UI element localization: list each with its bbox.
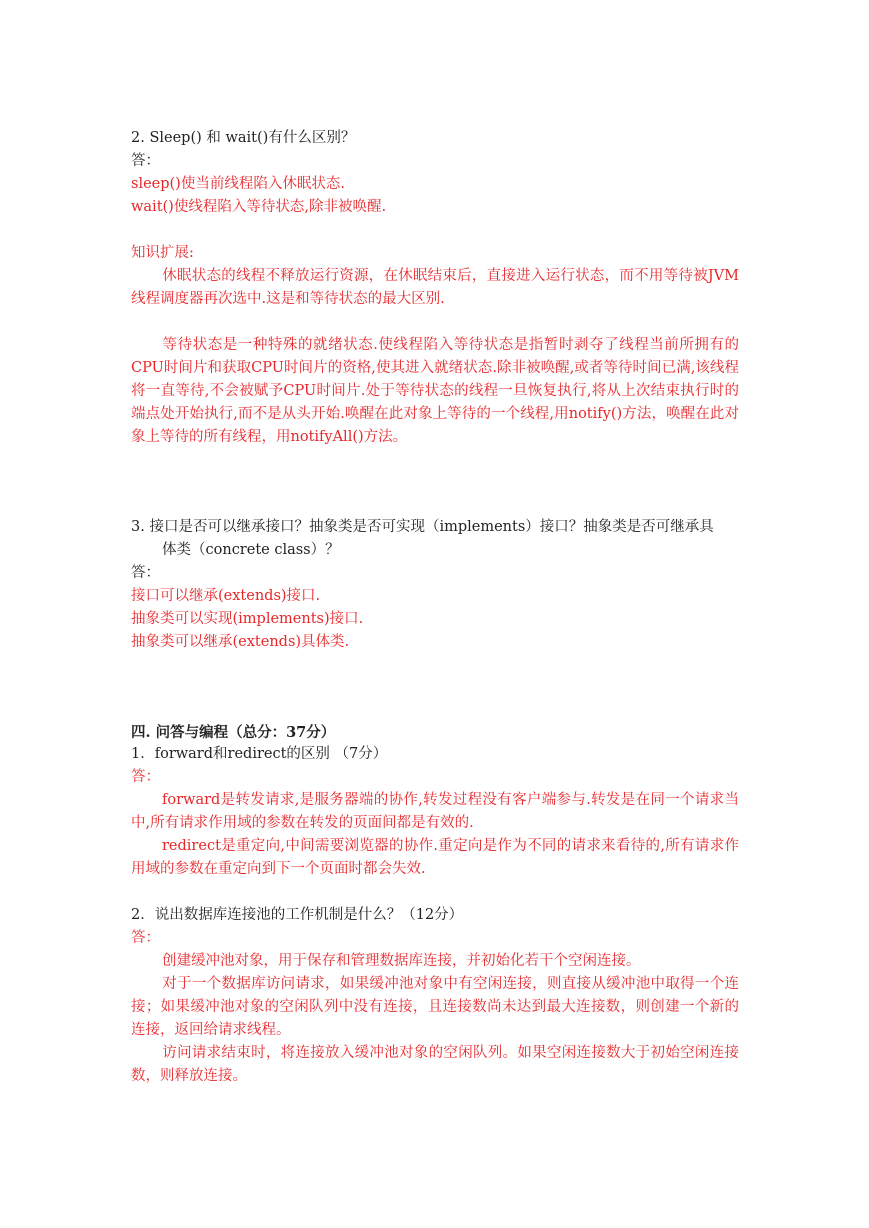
q2-extension-paragraph-1-text: 休眠状态的线程不释放运行资源，在休眠结束后，直接进入运行状态，而不用等待被JVM线程调度器再次选中.这是和等待状态的最大区别. [131, 268, 739, 307]
q2-answer-label: 答： [131, 153, 160, 169]
q3-answer-line-3: 抽象类可以继承(extends)具体类. [131, 634, 350, 650]
s4-q2-paragraph-3 [131, 1042, 739, 1088]
s4-q2-paragraph-1-text: 创建缓冲池对象，用于保存和管理数据库连接，并初始化若干个空闲连接。 [162, 953, 641, 969]
q2-extension-paragraph-1 [131, 265, 739, 311]
s4-q2-answer-label: 答： [131, 930, 160, 946]
s4-q2-question: 2．说出数据库连接池的工作机制是什么？（12分） [131, 907, 464, 923]
q2-question: 2. Sleep() 和 wait()有什么区别？ [131, 130, 356, 146]
q2-extension-paragraph-2-text: 等待状态是一种特殊的就绪状态.使线程陷入等待状态是指暂时剥夺了线程当前所拥有的CPU时间片和获取CPU时间片的资格,使其进入就绪状态.除非被唤醒,或者等待时间已满,该线程将一直等待,不会被赋予CPU时间片.处于等待状态的线程一旦恢复执行,将从上次结束执行时的端点处开始执行,而不是从头开始.唤醒在此对象上等待的一个线程,用notify()方法，唤醒在此对象上等待的所有线程，用notifyAll()方法。 [131, 337, 739, 445]
s4-q2-paragraph-2 [131, 973, 739, 1042]
q2-extension-label: 知识扩展: [131, 245, 194, 261]
s4-q2-paragraph-3-text: 访问请求结束时，将连接放入缓冲池对象的空闲队列。如果空闲连接数大于初始空闲连接数，则释放连接。 [131, 1045, 739, 1084]
q3-answer-line-2: 抽象类可以实现(implements)接口. [131, 611, 364, 627]
s4-q1-paragraph-1 [131, 789, 739, 835]
q3-answer-line-1: 接口可以继承(extends)接口. [131, 588, 321, 604]
s4-q1-paragraph-1-text: forward是转发请求,是服务器端的协作,转发过程没有客户端参与.转发是在同一个请求当中,所有请求作用域的参数在转发的页面间都是有效的. [131, 792, 739, 831]
s4-q2-paragraph-2-text: 对于一个数据库访问请求，如果缓冲池对象中有空闲连接，则直接从缓冲池中取得一个连接；如果缓冲池对象的空闲队列中没有连接，且连接数尚未达到最大连接数，则创建一个新的连接，返回给请求线程。 [131, 976, 739, 1038]
q2-answer-line-1: sleep()使当前线程陷入休眠状态. [131, 176, 345, 192]
section-4-heading: 四. 问答与编程（总分：37分） [131, 724, 336, 741]
s4-q1-paragraph-2-text: redirect是重定向,中间需要浏览器的协作.重定向是作为不同的请求来看待的,所有请求作用域的参数在重定向到下一个页面时都会失效. [131, 838, 739, 877]
s4-q1-question: 1．forward和redirect的区别 （7分） [131, 746, 388, 762]
q2-extension-paragraph-2 [131, 334, 739, 449]
q3-answer-label: 答： [131, 565, 160, 581]
q3-question-line-1: 3. 接口是否可以继承接口？抽象类是否可实现（implements）接口？抽象类是否可继承具 [131, 519, 714, 535]
s4-q1-paragraph-2 [131, 835, 739, 881]
s4-q2-paragraph-1 [131, 950, 739, 973]
s4-q1-answer-label: 答： [131, 769, 160, 785]
q3-question-line-2: 体类（concrete class）？ [162, 542, 340, 558]
q2-answer-line-2: wait()使线程陷入等待状态,除非被唤醒. [131, 199, 387, 215]
